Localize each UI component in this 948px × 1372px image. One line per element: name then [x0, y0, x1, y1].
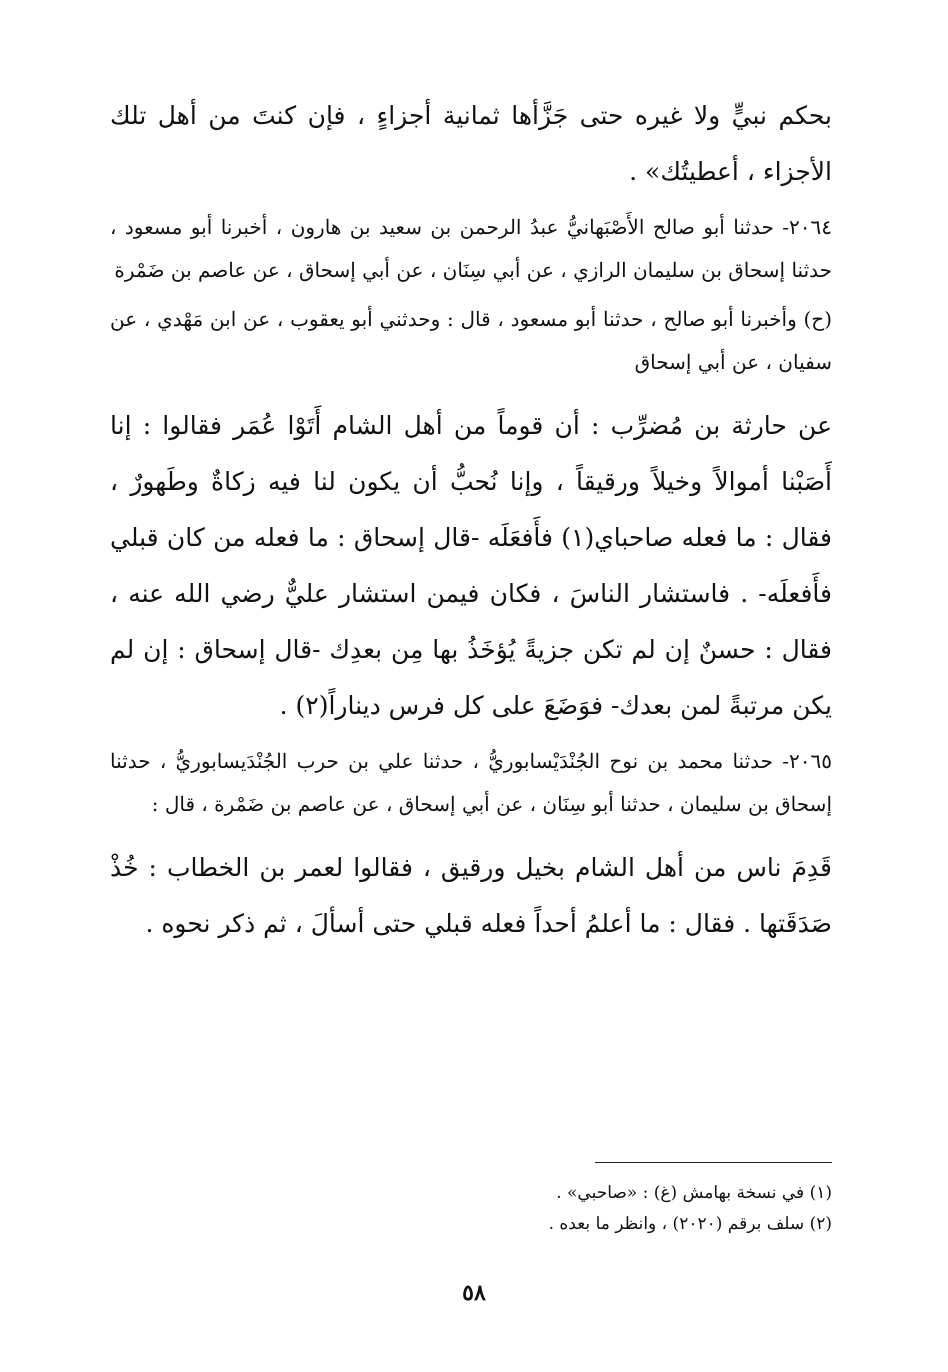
paragraph-hadith-2065-chain: ٢٠٦٥- حدثنا محمد بن نوح الجُنْدَيْسابوريُّ ، حدثنا علي بن حرب الجُنْدَيسابوريُّ ، حدثنا إسحاق بن سليمان ، حدثنا أبو سِنَان ، عن أبي إسحاق ، عن عاصم بن ضَمْرة ، قال : — [110, 749, 832, 816]
page-number: ٥٨ — [462, 1280, 486, 1306]
paragraph-hadith-2064-text: عن حارثة بن مُضرِّب : أن قوماً من أهل الشام أَتَوْا عُمَر فقالوا : إنا أَصَبْنا أموالاً وخيلاً ورقيقاً ، وإنا نُحبُّ أن يكون لنا فيه زكاةٌ وطَهورٌ ، فقال : ما فعله صاحباي(١) فأَفعَلَه -قال إسحاق : ما فعله من كان قبلي فأَفعلَه- . فاستشار الناسَ ، فكان فيمن استشار عليٌّ رضي الله عنه ، فقال : حسنٌ إن لم تكن جزيةً يُؤخَذُ بها مِن بعدِك -قال إسحاق : إن لم يكن مرتبةً لمن بعدك- فوَضَعَ على كل فرس ديناراً(٢) . — [110, 411, 832, 720]
footnotes — [110, 1178, 832, 1240]
paragraph-hadith-2064-alt-chain: (ح) وأخبرنا أبو صالح ، حدثنا أبو مسعود ، قال : وحدثني أبو يعقوب ، عن ابن مَهْدي ، عن سفيان ، عن أبي إسحاق — [110, 307, 832, 374]
paragraph-continuation: بحكم نبيٍّ ولا غيره حتى جَزَّأها ثمانية أجزاءٍ ، فإن كنتَ من أهل تلك الأجزاء ، أعطيتُك» . — [110, 101, 832, 186]
paragraph-hadith-2064-chain: ٢٠٦٤- حدثنا أبو صالح الأَصْبَهانيُّ عبدُ الرحمن بن سعيد بن هارون ، أخبرنا أبو مسعود ، حدثنا إسحاق بن سليمان الرازي ، عن أبي سِنَان ، عن أبي إسحاق ، عن عاصم بن ضَمْرة — [110, 215, 832, 282]
footnote-2: (٢) سلف برقم (٢٠٢٠) ، وانظر ما بعده . — [548, 1214, 832, 1234]
page-body — [110, 88, 832, 952]
footnote-1: (١) في نسخة بهامش (غ) : «صاحبي» . — [556, 1183, 832, 1203]
footnote-divider — [595, 1162, 832, 1163]
paragraph-hadith-2065-text: قَدِمَ ناس من أهل الشام بخيل ورقيق ، فقالوا لعمر بن الخطاب : خُذْ صَدَقَتها . فقال : ما أعلمُ أحداً فعله قبلي حتى أسألَ ، ثم ذكر نحوه . — [110, 853, 832, 938]
